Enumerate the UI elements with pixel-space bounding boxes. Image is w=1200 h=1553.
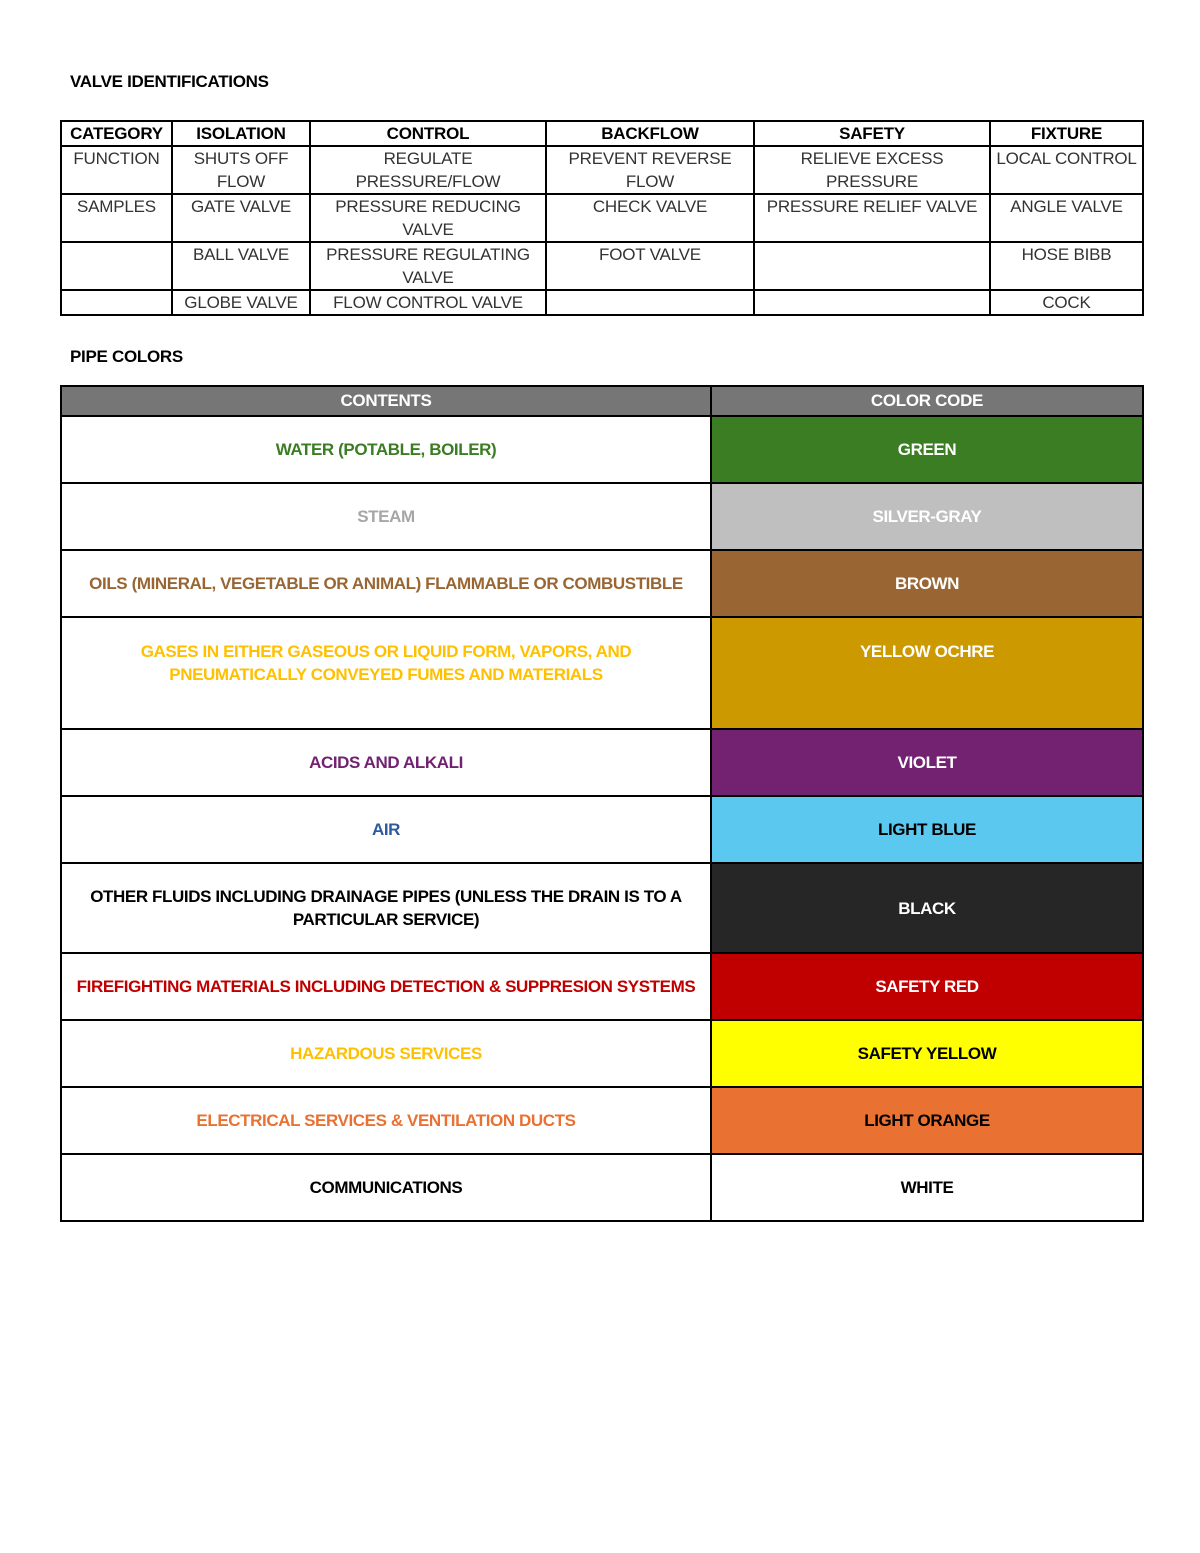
valve-row [61, 146, 1143, 194]
pipe-color-swatch: LIGHT BLUE [711, 796, 1143, 863]
valve-cell [754, 290, 990, 315]
pipe-contents-cell: OTHER FLUIDS INCLUDING DRAINAGE PIPES (UNLESS THE DRAIN IS TO A PARTICULAR SERVICE) [61, 863, 711, 953]
pipe-contents-cell: STEAM [61, 483, 711, 550]
pipe-color-row [61, 729, 1143, 796]
valve-cell: FLOW CONTROL VALVE [310, 290, 546, 315]
pipe-colors-title: PIPE COLORS [70, 347, 183, 366]
pipe-contents-cell: HAZARDOUS SERVICES [61, 1020, 711, 1087]
pipe-contents-cell: ACIDS AND ALKALI [61, 729, 711, 796]
pipe-contents-cell: FIREFIGHTING MATERIALS INCLUDING DETECTION & SUPPRESION SYSTEMS [61, 953, 711, 1020]
valve-cell: CHECK VALVE [546, 194, 754, 242]
header-category: CATEGORY [61, 121, 172, 146]
header-control: CONTROL [310, 121, 546, 146]
valve-cell [61, 242, 172, 290]
pipe-color-row [61, 953, 1143, 1020]
pipe-contents-cell: OILS (MINERAL, VEGETABLE OR ANIMAL) FLAMMABLE OR COMBUSTIBLE [61, 550, 711, 617]
valve-cell: FUNCTION [61, 146, 172, 194]
valve-row [61, 290, 1143, 315]
pipe-color-row [61, 1087, 1143, 1154]
pipe-color-swatch: YELLOW OCHRE [711, 617, 1143, 729]
pipe-color-row [61, 416, 1143, 483]
pipe-color-swatch: BROWN [711, 550, 1143, 617]
pipe-color-swatch: GREEN [711, 416, 1143, 483]
valve-cell: LOCAL CONTROL [990, 146, 1143, 194]
valve-cell: PRESSURE REDUCING VALVE [310, 194, 546, 242]
pipe-colors-table [60, 385, 1144, 1222]
valve-cell: ANGLE VALVE [990, 194, 1143, 242]
valve-cell: PREVENT REVERSE FLOW [546, 146, 754, 194]
pipe-color-swatch: SAFETY RED [711, 953, 1143, 1020]
pipe-color-row [61, 483, 1143, 550]
valve-cell: GLOBE VALVE [172, 290, 310, 315]
valve-cell [754, 242, 990, 290]
valve-cell: PRESSURE REGULATING VALVE [310, 242, 546, 290]
valve-cell: RELIEVE EXCESS PRESSURE [754, 146, 990, 194]
valve-row [61, 194, 1143, 242]
valve-identifications-table [60, 120, 1144, 316]
pipe-color-row [61, 550, 1143, 617]
valve-cell: REGULATE PRESSURE/FLOW [310, 146, 546, 194]
valve-identifications-title: VALVE IDENTIFICATIONS [70, 72, 269, 91]
pipe-header-row [61, 386, 1143, 416]
header-fixture: FIXTURE [990, 121, 1143, 146]
pipe-color-row [61, 863, 1143, 953]
valve-cell: PRESSURE RELIEF VALVE [754, 194, 990, 242]
valve-cell: HOSE BIBB [990, 242, 1143, 290]
header-contents: CONTENTS [61, 386, 711, 416]
header-safety: SAFETY [754, 121, 990, 146]
valve-header-row [61, 121, 1143, 146]
valve-row [61, 242, 1143, 290]
valve-cell: SAMPLES [61, 194, 172, 242]
pipe-contents-cell: ELECTRICAL SERVICES & VENTILATION DUCTS [61, 1087, 711, 1154]
pipe-color-row [61, 1020, 1143, 1087]
pipe-contents-cell: WATER (POTABLE, BOILER) [61, 416, 711, 483]
header-isolation: ISOLATION [172, 121, 310, 146]
valve-cell [61, 290, 172, 315]
pipe-color-swatch: SILVER-GRAY [711, 483, 1143, 550]
pipe-contents-cell: COMMUNICATIONS [61, 1154, 711, 1221]
pipe-contents-cell: GASES IN EITHER GASEOUS OR LIQUID FORM, VAPORS, AND PNEUMATICALLY CONVEYED FUMES AND MATERIALS [61, 617, 711, 729]
pipe-color-swatch: BLACK [711, 863, 1143, 953]
pipe-color-row [61, 796, 1143, 863]
pipe-color-swatch: SAFETY YELLOW [711, 1020, 1143, 1087]
header-color-code: COLOR CODE [711, 386, 1143, 416]
valve-cell: BALL VALVE [172, 242, 310, 290]
pipe-color-swatch: LIGHT ORANGE [711, 1087, 1143, 1154]
pipe-contents-cell: AIR [61, 796, 711, 863]
valve-cell: FOOT VALVE [546, 242, 754, 290]
valve-cell [546, 290, 754, 315]
pipe-color-row [61, 1154, 1143, 1221]
valve-cell: GATE VALVE [172, 194, 310, 242]
pipe-color-swatch: VIOLET [711, 729, 1143, 796]
pipe-color-row [61, 617, 1143, 729]
valve-cell: SHUTS OFF FLOW [172, 146, 310, 194]
valve-cell: COCK [990, 290, 1143, 315]
pipe-color-swatch: WHITE [711, 1154, 1143, 1221]
header-backflow: BACKFLOW [546, 121, 754, 146]
